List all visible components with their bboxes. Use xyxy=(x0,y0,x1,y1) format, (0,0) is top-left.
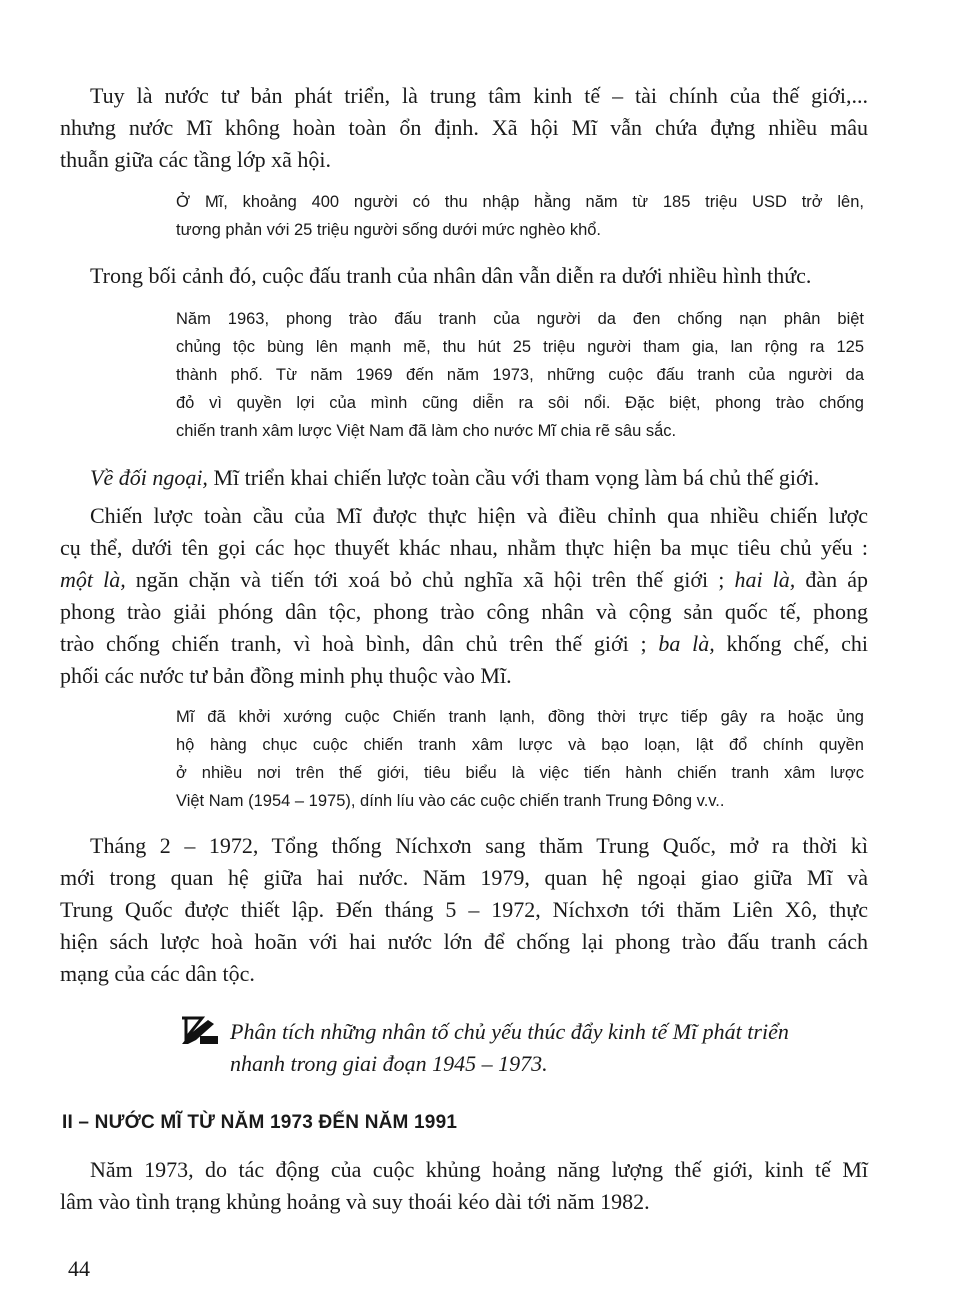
text-line: phong trào giải phóng dân tộc, phong trào công nhân và cộng sản quốc tế, phong xyxy=(60,599,868,624)
paragraph-struggle xyxy=(60,260,868,292)
italic-run: ba là, xyxy=(658,631,715,656)
text-line: nhưng nước Mĩ không hoàn toàn ổn định. Xã hội Mĩ vẫn chứa đựng nhiều mâu xyxy=(60,115,868,140)
paragraph-energy-crisis xyxy=(60,1154,868,1218)
note-line: Việt Nam (1954 – 1975), dính líu vào các cuộc chiến tranh Trung Đông v.v.. xyxy=(176,792,725,810)
text-run: trào chống chiến tranh, vì hoà bình, dân chủ trên thế giới ; xyxy=(60,631,659,656)
text-line: Chiến lược toàn cầu của Mĩ được thực hiện và điều chỉnh qua nhiều chiến lược xyxy=(90,503,868,528)
text-line: Năm 1973, do tác động của cuộc khủng hoảng năng lượng thế giới, kinh tế Mĩ xyxy=(90,1157,868,1182)
text-line: lâm vào tình trạng khủng hoảng và suy thoái kéo dài tới năm 1982. xyxy=(60,1189,650,1214)
task-line: nhanh trong giai đoạn 1945 – 1973. xyxy=(230,1051,548,1076)
text-line: mới trong quan hệ giữa hai nước. Năm 1979, quan hệ ngoại giao giữa Mĩ và xyxy=(60,865,868,890)
pencil-task-icon xyxy=(180,1014,220,1046)
note-line: Mĩ đã khởi xướng cuộc Chiến tranh lạnh, đồng thời trực tiếp gây ra hoặc ủng xyxy=(176,708,864,726)
text-line: thuẫn giữa các tầng lớp xã hội. xyxy=(60,147,331,172)
note-line: tương phản với 25 triệu người sống dưới mức nghèo khổ. xyxy=(176,221,602,239)
task-line: Phân tích những nhân tố chủ yếu thúc đẩy kinh tế Mĩ phát triển xyxy=(230,1019,789,1044)
text-run: khống chế, chi xyxy=(714,631,868,656)
note-line: Năm 1963, phong trào đấu tranh của người da đen chống nạn phân biệt xyxy=(176,310,864,328)
note-line: chiến tranh xâm lược Việt Nam đã làm cho nước Mĩ chia rẽ sâu sắc. xyxy=(176,422,677,440)
italic-run: hai là, xyxy=(734,567,796,592)
section-heading: II – NƯỚC MĨ TỪ NĂM 1973 ĐẾN NĂM 1991 xyxy=(62,1112,458,1133)
paragraph-nixon-visits xyxy=(60,830,868,990)
page-number: 44 xyxy=(68,1256,90,1281)
text-line: phối các nước tư bản đồng minh phụ thuộc vào Mĩ. xyxy=(60,663,512,688)
text-line xyxy=(60,628,868,660)
note-line: Ở Mĩ, khoảng 400 người có thu nhập hằng năm từ 185 triệu USD trở lên, xyxy=(176,193,864,211)
italic-run: một là, xyxy=(60,567,126,592)
text-line: hiện sách lược hoà hoãn với hai nước lớn để chống lại phong trào đấu tranh cách xyxy=(60,929,868,954)
text-run: Mĩ triển khai chiến lược toàn cầu với tham vọng làm bá chủ thế giới. xyxy=(207,465,820,490)
text-run: ngăn chặn và tiến tới xoá bỏ chủ nghĩa xã hội trên thế giới ; xyxy=(125,567,735,592)
note-line: hộ hàng chục cuộc chiến tranh xâm lược và bạo loạn, lật đổ chính quyền xyxy=(176,736,864,754)
paragraph-society-contradictions xyxy=(60,80,868,176)
note-line: đỏ vì quyền lợi của mình cũng diễn ra sôi nổi. Đặc biệt, phong trào chống xyxy=(176,394,864,412)
note-civil-rights xyxy=(176,305,864,445)
text-line: Tuy là nước tư bản phát triển, là trung tâm kinh tế – tài chính của thế giới,... xyxy=(90,83,868,108)
paragraph-global-strategy xyxy=(60,500,868,692)
text-run: đàn áp xyxy=(795,567,868,592)
text-line: Trung Quốc được thiết lập. Đến tháng 5 – 1972, Níchxơn tới thăm Liên Xô, thực xyxy=(60,897,868,922)
note-line: chủng tộc bùng lên mạnh mẽ, thu hút 25 triệu người tham gia, lan rộng ra 125 xyxy=(176,338,864,356)
paragraph-foreign-policy xyxy=(60,462,868,494)
note-line: ở nhiều nơi trên thế giới, tiêu biểu là việc tiến hành chiến tranh xâm lược xyxy=(176,764,864,782)
text-line xyxy=(60,564,868,596)
text-line: cụ thể, dưới tên gọi các học thuyết khác nhau, nhằm thực hiện ba mục tiêu chủ yếu : xyxy=(60,535,868,560)
note-cold-war xyxy=(176,703,864,815)
text-line: Tháng 2 – 1972, Tổng thống Níchxơn sang thăm Trung Quốc, mở ra thời kì xyxy=(90,833,868,858)
text-line: Trong bối cảnh đó, cuộc đấu tranh của nhân dân vẫn diễn ra dưới nhiều hình thức. xyxy=(90,263,812,288)
text-line: mạng của các dân tộc. xyxy=(60,961,255,986)
italic-lead: Về đối ngoại, xyxy=(90,465,208,490)
text-line xyxy=(60,462,868,494)
note-line: thành phố. Từ năm 1969 đến năm 1973, những cuộc đấu tranh của người da xyxy=(176,366,864,384)
task-question xyxy=(230,1016,870,1080)
note-income-inequality xyxy=(176,188,864,244)
